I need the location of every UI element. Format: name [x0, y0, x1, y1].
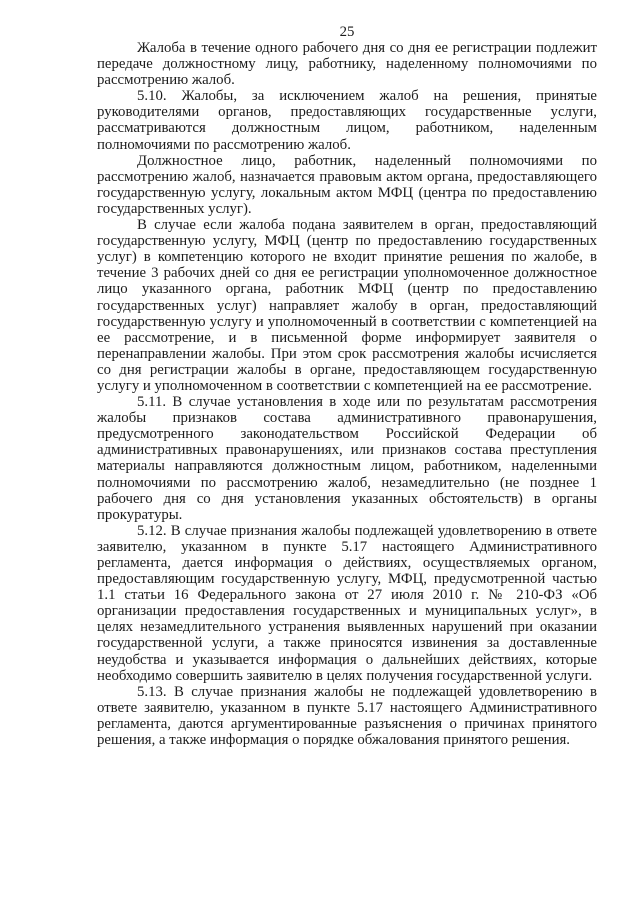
paragraph-5-12: 5.12. В случае признания жалобы подлежащей удовлетворению в ответе заявителю, указанном в пункте 5.17 настоящего Административного регламента, дается информация о действиях, осуществляемых органом, предоставляющим государственную услугу, МФЦ, предусмотренной частью 1.1 статьи 16 Федерального закона от 27 июля 2010 г. № 210-ФЗ «Об организации предоставления государственных и муниципальных услуг», в целях незамедлительного устранения выявленных нарушений при оказании государственной услуги, а также приносятся извинения за доставленные неудобства и указывается информация о дальнейших действиях, которые необходимо совершить заявителю в целях получения государственной услуги.: [97, 522, 597, 684]
paragraph-complaint-transfer: Жалоба в течение одного рабочего дня со дня ее регистрации подлежит передаче должностному лицу, работнику, наделенному полномочиями по рассмотрению жалоб.: [97, 40, 597, 89]
paragraph-5-10: 5.10. Жалобы, за исключением жалоб на решения, принятые руководителями органов, предоставляющих государственные услуги, рассматриваются должностным лицом, работником, наделенным полномочиями по рассмотрению жалоб.: [97, 88, 597, 153]
document-body: [97, 40, 597, 748]
paragraph-complaint-redirect: В случае если жалоба подана заявителем в орган, предоставляющий государственную услугу, МФЦ (центр по предоставлению государственных услуг) в компетенцию которого не входит принятие решения по жалобе, в течение 3 рабочих дней со дня ее регистрации уполномоченное должностное лицо указанного органа, работник МФЦ (центр по предоставлению государственных услуг) направляет жалобу в орган, предоставляющий государственную услугу и уполномоченный в соответствии с компетенцией на ее рассмотрение, и в письменной форме информирует заявителя о перенаправлении жалобы. При этом срок рассмотрения жалобы исчисляется со дня регистрации жалобы в органе, предоставляющем государственную услугу и уполномоченном в соответствии с компетенцией на ее рассмотрение.: [97, 217, 597, 394]
paragraph-5-11: 5.11. В случае установления в ходе или по результатам рассмотрения жалобы признаков состава административного правонарушения, предусмотренного законодательством Российской Федерации об административных правонарушениях, или признаков состава преступления материалы направляются должностным лицом, работником, наделенными полномочиями по рассмотрению жалоб, незамедлительно (не позднее 1 рабочего дня со дня установления указанных обстоятельств) в органы прокуратуры.: [97, 394, 597, 523]
paragraph-5-13: 5.13. В случае признания жалобы не подлежащей удовлетворению в ответе заявителю, указанном в пункте 5.17 настоящего Административного регламента, даются аргументированные разъяснения о причинах принятого решения, а также информация о порядке обжалования принятого решения.: [97, 683, 597, 749]
paragraph-official-appointment: Должностное лицо, работник, наделенный полномочиями по рассмотрению жалоб, назначается правовым актом органа, предоставляющего государственную услугу, локальным актом МФЦ (центра по предоставлению государственных услуг).: [97, 152, 597, 217]
page-number: 25: [339, 24, 355, 40]
